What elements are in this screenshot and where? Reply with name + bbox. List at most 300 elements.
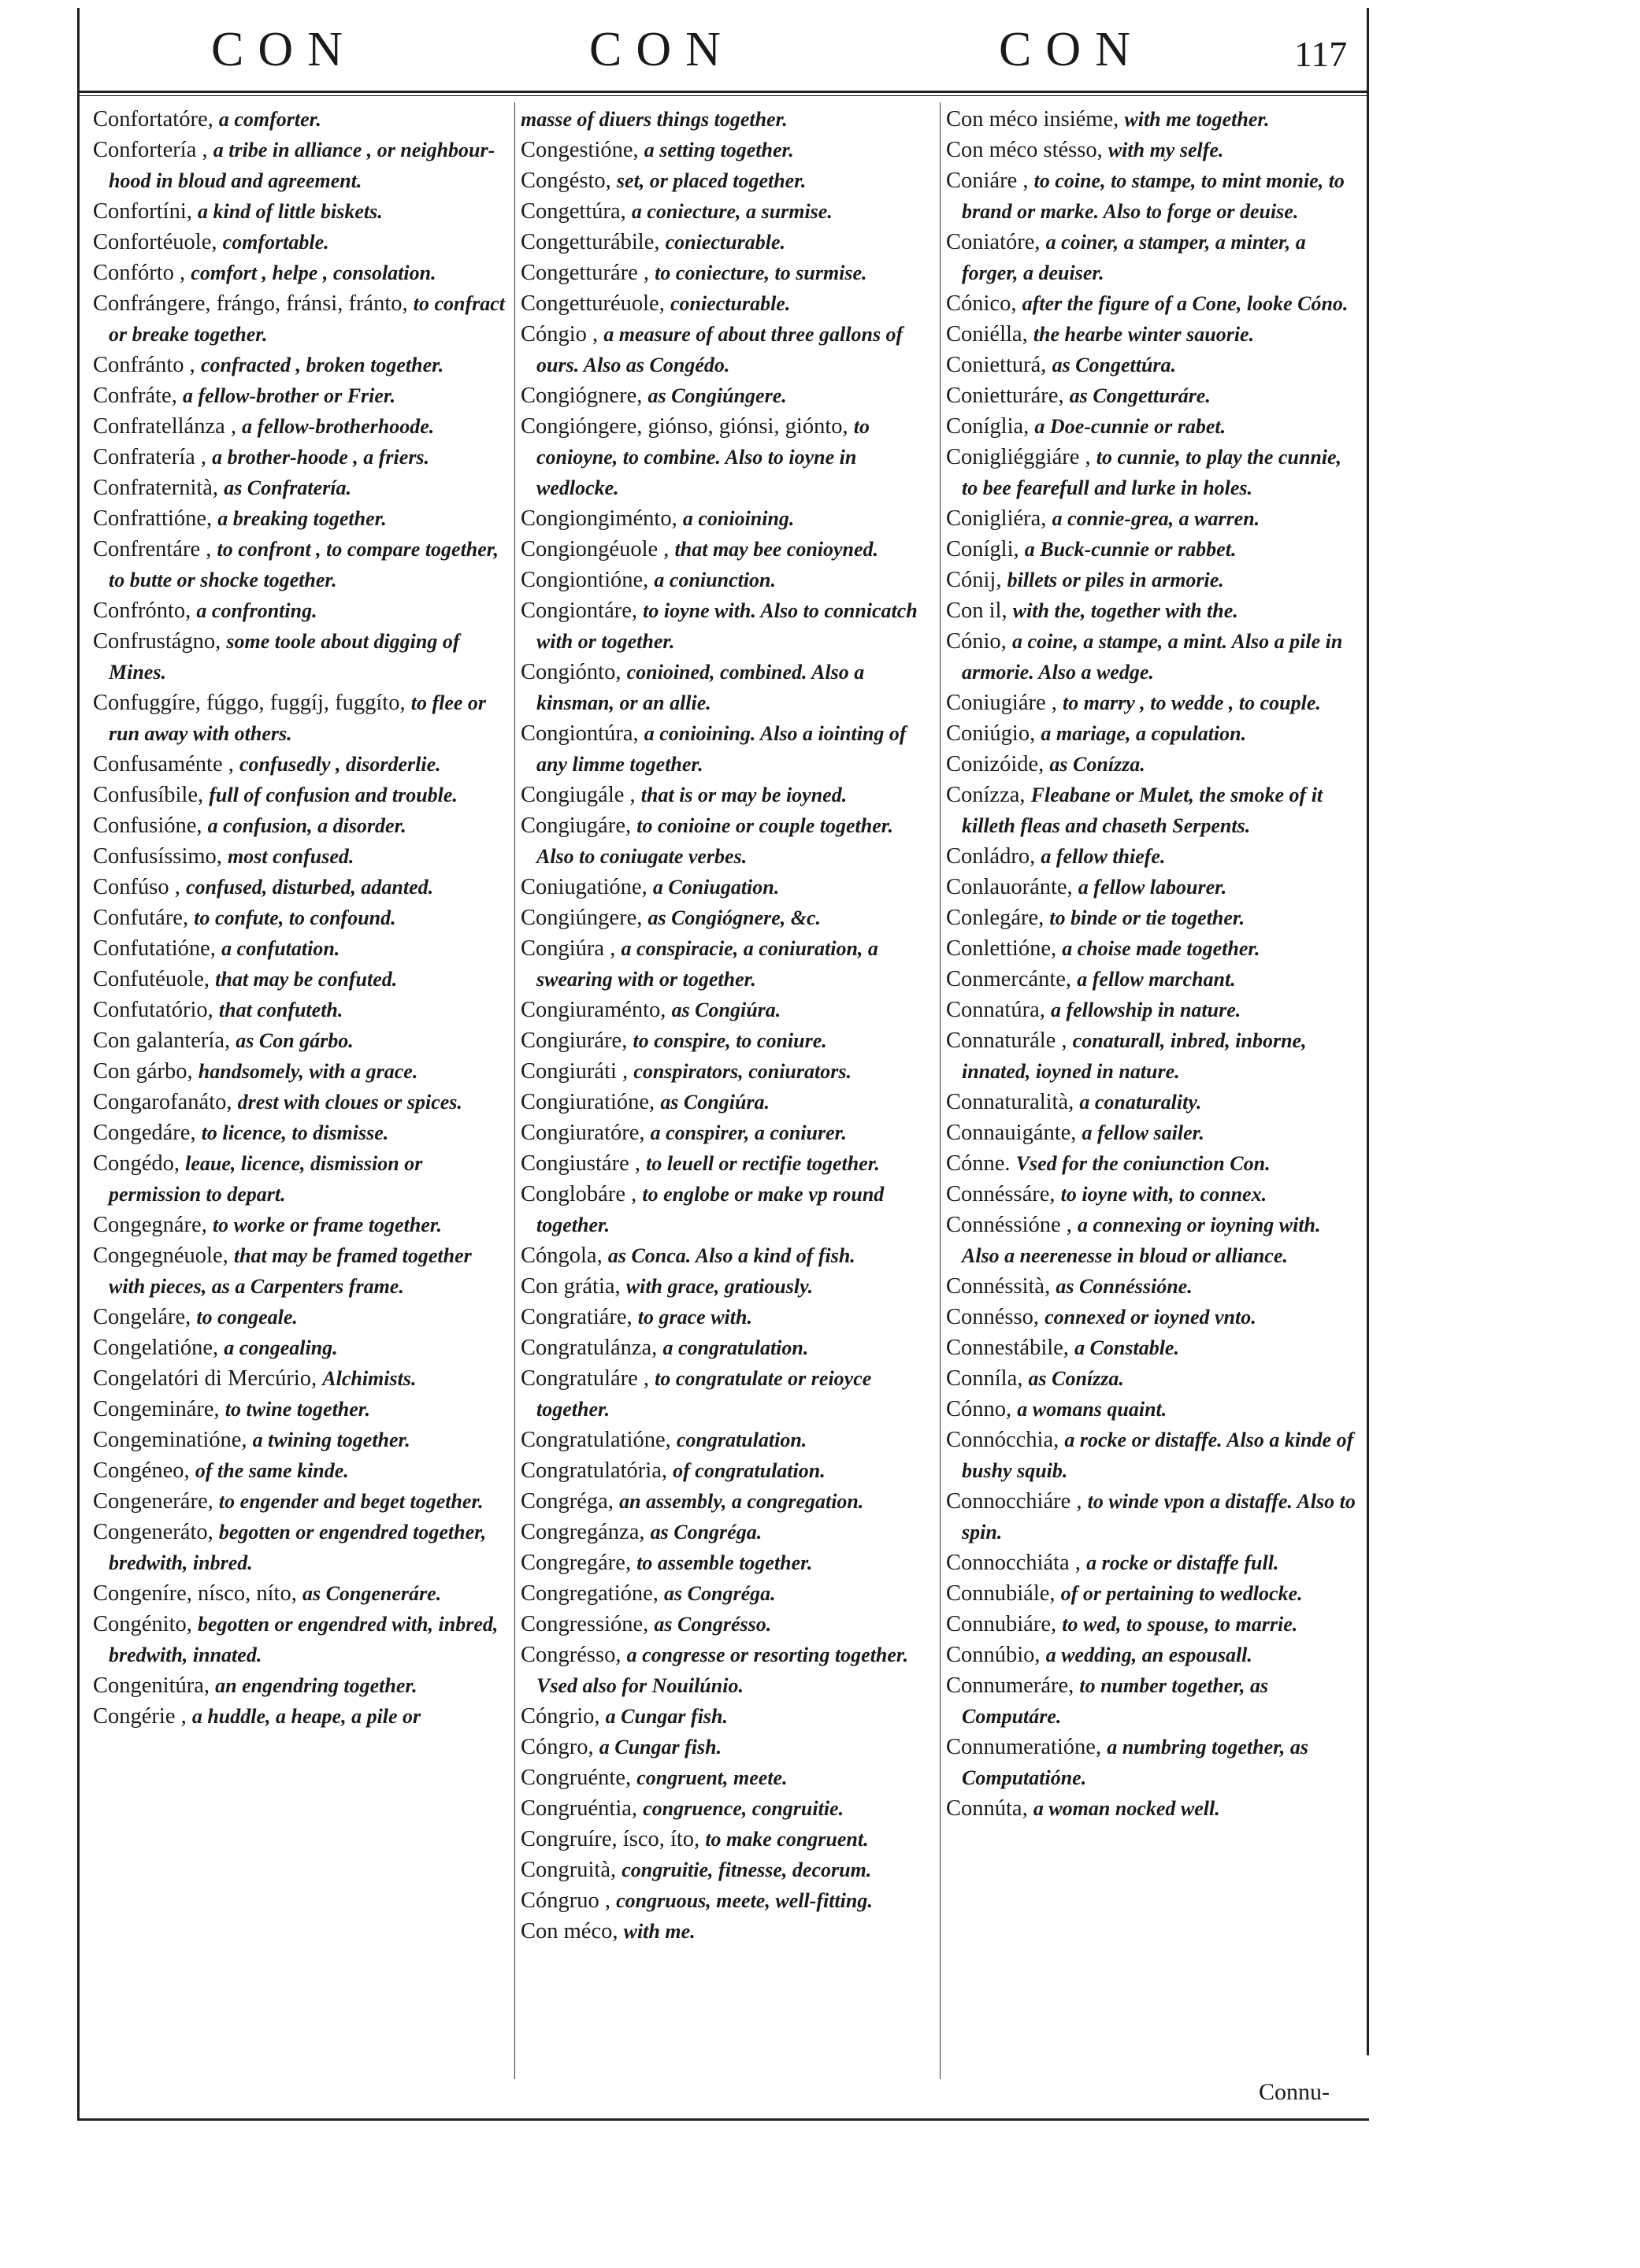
dictionary-entry — [521, 1885, 934, 1916]
header-rule — [77, 91, 1369, 93]
dictionary-entry — [521, 1025, 934, 1056]
entry-gloss: a Cungar fish. — [605, 1705, 729, 1728]
dictionary-entry — [93, 104, 506, 135]
dictionary-entry — [946, 288, 1360, 319]
entry-gloss: congruence, congruitie. — [643, 1797, 844, 1820]
entry-gloss: a Buck-cunnie or rabbet. — [1024, 538, 1237, 561]
entry-gloss: comfort , helpe , consolation. — [191, 261, 436, 284]
dictionary-entry — [946, 933, 1360, 964]
entry-gloss: to flee or run away with others. — [109, 691, 487, 745]
dictionary-entry — [93, 1425, 506, 1455]
entry-gloss: with my selfe. — [1108, 139, 1224, 161]
entry-gloss: connexed or ioyned vnto. — [1044, 1306, 1256, 1329]
frame-left-rule — [77, 8, 80, 2118]
dictionary-entry — [521, 1640, 934, 1701]
entry-headword: Congemináre, — [93, 1397, 220, 1421]
dictionary-entry — [521, 1701, 934, 1732]
entry-headword: Confortatóre, — [93, 107, 213, 132]
entry-gloss: a fellow-brother or Frier. — [182, 384, 396, 407]
entry-headword: Congratulatióne, — [521, 1428, 671, 1452]
entry-headword: Conlauoránte, — [946, 875, 1073, 899]
entry-headword: Connaturále , — [946, 1028, 1067, 1053]
entry-headword: Conlegáre, — [946, 906, 1044, 930]
dictionary-entry — [946, 319, 1360, 350]
dictionary-entry — [521, 1547, 934, 1578]
entry-headword: Congruénte, — [521, 1766, 632, 1790]
entry-headword: Confusíssimo, — [93, 844, 222, 869]
entry-headword: Confrentáre , — [93, 537, 212, 561]
entry-gloss: with me together. — [1124, 108, 1270, 131]
dictionary-entry — [93, 288, 506, 350]
entry-headword: Connócchia, — [946, 1428, 1059, 1452]
dictionary-entry — [93, 534, 506, 595]
entry-headword: Congeláre, — [93, 1305, 191, 1329]
dictionary-entry — [521, 1916, 934, 1947]
dictionary-entry — [946, 1087, 1360, 1117]
dictionary-entry — [93, 902, 506, 933]
entry-headword: Congratiáre, — [521, 1305, 633, 1329]
entry-headword: Con grátia, — [521, 1274, 621, 1299]
dictionary-entry — [946, 534, 1360, 565]
entry-gloss: a twining together. — [252, 1429, 410, 1451]
entry-gloss: begotten or engendred together, bredwith, inbred. — [109, 1521, 487, 1574]
entry-headword: Congratulánza, — [521, 1336, 658, 1360]
entry-gloss: Vsed for the coniunction Con. — [1015, 1152, 1271, 1175]
entry-headword: Cónne. — [946, 1151, 1011, 1176]
entry-headword: Conigliéggiáre , — [946, 445, 1091, 469]
entry-gloss: to coine, to stampe, to mint monie, to brand or marke. Also to forge or deuise. — [962, 169, 1345, 223]
entry-headword: Congiustáre , — [521, 1151, 640, 1176]
entry-gloss: to worke or frame together. — [212, 1214, 443, 1236]
entry-headword: Congeminatióne, — [93, 1428, 247, 1452]
entry-gloss: a fellow thiefe. — [1041, 845, 1166, 868]
entry-gloss: a congratulation. — [662, 1336, 809, 1359]
entry-headword: Congelatóri di Mercúrio, — [93, 1366, 317, 1391]
entry-headword: Connumeráre, — [946, 1673, 1074, 1698]
entry-headword: Cóngro, — [521, 1735, 594, 1759]
dictionary-entry — [93, 1210, 506, 1240]
dictionary-entry — [93, 258, 506, 288]
entry-gloss: as Connéssióne. — [1056, 1275, 1193, 1298]
entry-headword: Confusaménte , — [93, 752, 234, 776]
entry-headword: Congréga, — [521, 1489, 614, 1514]
entry-gloss: to marry , to wedde , to couple. — [1063, 691, 1321, 714]
entry-gloss: to confront , to compare together, to butte or shocke together. — [109, 538, 499, 591]
entry-gloss: a connie-grea, a warren. — [1052, 507, 1260, 530]
entry-headword: Congiúra , — [521, 936, 616, 961]
dictionary-entry — [521, 1455, 934, 1486]
entry-gloss: to cunnie, to play the cunnie, to bee fearefull and lurke in holes. — [962, 446, 1342, 499]
entry-gloss: Alchimists. — [322, 1367, 417, 1390]
entry-headword: Conígli, — [946, 537, 1019, 561]
dictionary-entry — [521, 1363, 934, 1425]
entry-headword: Congióngere, giónso, giónsi, giónto, — [521, 414, 848, 439]
entry-headword: Connéssióne , — [946, 1213, 1072, 1237]
entry-headword: Confráte, — [93, 384, 177, 408]
page-number: 117 — [1294, 34, 1348, 74]
entry-headword: Congetturáre , — [521, 261, 650, 285]
dictionary-entry — [93, 1701, 506, 1732]
entry-gloss: to make congruent. — [705, 1828, 869, 1851]
entry-headword: Congiuráre, — [521, 1028, 628, 1053]
dictionary-entry — [521, 565, 934, 595]
dictionary-entry — [521, 1087, 934, 1117]
entry-gloss: as Conízza. — [1049, 753, 1145, 776]
dictionary-entry — [521, 1179, 934, 1240]
entry-headword: Confutéuole, — [93, 967, 210, 991]
entry-gloss: to conspire, to coniure. — [633, 1029, 827, 1052]
entry-headword: Congiontúra, — [521, 721, 639, 746]
entry-gloss: drest with cloues or spices. — [237, 1091, 462, 1114]
entry-gloss: a woman nocked well. — [1033, 1797, 1220, 1820]
dictionary-entry — [93, 1302, 506, 1332]
entry-headword: Confuggíre, fúggo, fuggíj, fuggíto, — [93, 691, 406, 715]
entry-gloss: a fellow-brotherhoode. — [242, 415, 435, 438]
dictionary-entry — [521, 1332, 934, 1363]
entry-headword: Cóngruo , — [521, 1888, 610, 1913]
entry-headword: Connaturalità, — [946, 1090, 1074, 1114]
entry-gloss: a measure of about three gallons of ours. Also as Congédo. — [536, 323, 903, 376]
entry-gloss: a womans quaint. — [1017, 1398, 1167, 1421]
entry-gloss: a wedding, an espousall. — [1045, 1644, 1252, 1666]
entry-gloss: conspirators, coniurators. — [633, 1060, 852, 1083]
dictionary-entry — [946, 1117, 1360, 1148]
dictionary-entry — [521, 595, 934, 657]
entry-gloss: a confusion, a disorder. — [207, 814, 406, 837]
dictionary-entry — [521, 1793, 934, 1824]
entry-gloss: to conioyne, to combine. Also to ioyne in wedlocke. — [536, 415, 870, 499]
entry-headword: Coniatóre, — [946, 230, 1041, 254]
dictionary-entry — [946, 1486, 1360, 1547]
entry-gloss: a fellow marchant. — [1077, 968, 1236, 991]
entry-gloss: of or pertaining to wedlocke. — [1060, 1582, 1303, 1605]
dictionary-entry — [946, 718, 1360, 749]
dictionary-entry — [521, 411, 934, 503]
dictionary-entry — [521, 227, 934, 258]
entry-headword: Conníla, — [946, 1366, 1023, 1391]
entry-gloss: a confutation. — [221, 937, 340, 960]
entry-headword: Con méco stésso, — [946, 138, 1103, 162]
entry-gloss: congruent, meete. — [636, 1766, 788, 1789]
entry-gloss: to twine together. — [224, 1398, 370, 1421]
entry-headword: Coniugiáre , — [946, 691, 1057, 715]
entry-gloss: a breaking together. — [217, 507, 387, 530]
entry-gloss: a fellow sailer. — [1082, 1121, 1204, 1144]
entry-headword: Congarofanáto, — [93, 1090, 232, 1114]
entry-headword: Congregánza, — [521, 1520, 645, 1544]
dictionary-entry — [946, 104, 1360, 135]
entry-gloss: most confused. — [228, 845, 354, 868]
entry-gloss: with me. — [623, 1920, 696, 1943]
entry-gloss: congratulation. — [676, 1429, 807, 1451]
dictionary-entry — [93, 595, 506, 626]
entry-gloss: coniecturable. — [670, 292, 791, 315]
header-rule-thin — [77, 95, 1369, 96]
dictionary-entry — [521, 718, 934, 780]
entry-gloss: a tribe in alliance , or neighbour-hood in bloud and agreement. — [109, 139, 495, 192]
entry-headword: Connestábile, — [946, 1336, 1069, 1360]
dictionary-entry — [93, 135, 506, 196]
column-divider-1 — [514, 102, 515, 2079]
entry-gloss: conioined, combined. Also a kinsman, or an allie. — [536, 661, 865, 714]
dictionary-entry — [521, 1732, 934, 1762]
entry-headword: Connatúra, — [946, 998, 1045, 1022]
entry-headword: Congiúngere, — [521, 906, 643, 930]
entry-headword: Congédo, — [93, 1151, 180, 1176]
dictionary-entry — [946, 1732, 1360, 1793]
dictionary-entry — [521, 534, 934, 565]
entry-headword: Confratellánza , — [93, 414, 236, 439]
entry-headword: Congiongéuole , — [521, 537, 670, 561]
entry-gloss: as Congeneráre. — [302, 1582, 442, 1605]
entry-gloss: a brother-hoode , a friers. — [212, 446, 430, 469]
entry-headword: Congegnéuole, — [93, 1243, 228, 1268]
dictionary-entry — [946, 964, 1360, 995]
entry-headword: Congiuraménto, — [521, 998, 666, 1022]
entry-headword: Conigliéra, — [946, 506, 1047, 531]
entry-headword: Congratuláre , — [521, 1366, 650, 1391]
entry-gloss: to coniecture, to surmise. — [655, 261, 867, 284]
dictionary-entry — [946, 626, 1360, 687]
dictionary-entry — [946, 1332, 1360, 1363]
dictionary-entry — [93, 472, 506, 503]
dictionary-entry — [946, 411, 1360, 442]
entry-gloss: a comforter. — [218, 108, 321, 131]
dictionary-entry — [946, 1025, 1360, 1087]
dictionary-entry — [93, 1363, 506, 1394]
dictionary-entry — [946, 1425, 1360, 1486]
dictionary-entry — [93, 227, 506, 258]
dictionary-entry — [521, 380, 934, 411]
entry-gloss: to confute, to confound. — [194, 906, 396, 929]
dictionary-entry — [93, 1517, 506, 1578]
entry-headword: Confrónto, — [93, 598, 191, 623]
entry-gloss: that is or may be ioyned. — [640, 784, 848, 806]
dictionary-entry — [946, 1148, 1360, 1179]
dictionary-entry — [946, 1179, 1360, 1210]
entry-headword: Cóngola, — [521, 1243, 603, 1268]
entry-gloss: confracted , broken together. — [200, 354, 444, 376]
entry-headword: Conietturá, — [946, 353, 1047, 377]
entry-gloss: a Constable. — [1074, 1336, 1179, 1359]
entry-headword: Congérie , — [93, 1704, 187, 1729]
entry-gloss: the hearbe winter sauorie. — [1033, 323, 1255, 346]
entry-headword: Congelatióne, — [93, 1336, 219, 1360]
entry-gloss: to licence, to dismisse. — [201, 1121, 389, 1144]
entry-headword: Confortéuole, — [93, 230, 217, 254]
dictionary-entry — [521, 258, 934, 288]
entry-gloss: to ioyne with, to connex. — [1060, 1183, 1267, 1206]
dictionary-entry — [93, 1609, 506, 1670]
dictionary-entry — [521, 1117, 934, 1148]
dictionary-entry — [946, 687, 1360, 718]
dictionary-entry — [521, 657, 934, 718]
entry-gloss: confused, disturbed, adanted. — [185, 876, 434, 899]
entry-headword: Confutatióne, — [93, 936, 216, 961]
entry-headword: Confratería , — [93, 445, 207, 469]
entry-headword: Congressióne, — [521, 1612, 649, 1636]
entry-gloss: that may bee conioyned. — [674, 538, 879, 561]
dictionary-entry — [93, 1148, 506, 1210]
entry-gloss: a Cungar fish. — [599, 1736, 722, 1758]
entry-headword: Congruéntia, — [521, 1796, 638, 1821]
dictionary-entry — [946, 1271, 1360, 1302]
entry-headword: Con méco, — [521, 1919, 618, 1944]
dictionary-entry — [521, 1609, 934, 1640]
entry-headword: Connocchiáta , — [946, 1551, 1081, 1575]
entry-headword: Con gárbo, — [93, 1059, 193, 1084]
entry-gloss: to grace with. — [637, 1306, 752, 1329]
dictionary-entry — [521, 319, 934, 380]
dictionary-entry — [521, 872, 934, 902]
entry-headword: Congésto, — [521, 169, 611, 193]
dictionary-entry — [521, 135, 934, 165]
entry-headword: Congiugále , — [521, 783, 636, 807]
dictionary-entry — [521, 933, 934, 995]
entry-headword: Congrésso, — [521, 1643, 621, 1667]
dictionary-entry — [93, 749, 506, 780]
entry-gloss: confusedly , disorderlie. — [239, 753, 441, 776]
dictionary-entry — [946, 442, 1360, 503]
entry-gloss: a conioining. Also a iointing of any limme together. — [536, 722, 907, 776]
entry-gloss: a rocke or distaffe full. — [1086, 1551, 1279, 1574]
entry-gloss: to congeale. — [196, 1306, 298, 1329]
dictionary-entry — [946, 1793, 1360, 1824]
entry-headword: Connéssáre, — [946, 1182, 1056, 1206]
dictionary-entry — [521, 780, 934, 810]
entry-gloss: as Conca. Also a kind of fish. — [607, 1244, 855, 1267]
entry-gloss: a huddle, a heape, a pile or — [191, 1705, 421, 1728]
entry-headword: Congetturéuole, — [521, 291, 665, 316]
entry-gloss: a fellowship in nature. — [1050, 999, 1241, 1021]
entry-headword: Conglobáre , — [521, 1182, 637, 1206]
entry-headword: Con il, — [946, 598, 1007, 623]
dictionary-entry — [93, 1117, 506, 1148]
frame-right-rule — [1367, 8, 1369, 2055]
entry-headword: Conízza, — [946, 783, 1026, 807]
dictionary-entry — [946, 595, 1360, 626]
entry-headword: Confortería , — [93, 138, 208, 162]
entry-headword: Congetturábile, — [521, 230, 660, 254]
entry-gloss: an engendring together. — [215, 1674, 417, 1697]
entry-headword: Congiugáre, — [521, 813, 632, 838]
dictionary-entry — [521, 1762, 934, 1793]
entry-headword: Confraternità, — [93, 476, 219, 500]
dictionary-entry — [93, 380, 506, 411]
entry-headword: Confortíni, — [93, 199, 192, 224]
entry-gloss: a conspirer, a coniurer. — [650, 1121, 847, 1144]
dictionary-entry — [93, 1394, 506, 1425]
column-1 — [93, 104, 506, 1732]
dictionary-entry — [946, 227, 1360, 288]
dictionary-entry — [521, 1056, 934, 1087]
dictionary-entry — [93, 196, 506, 227]
dictionary-entry — [946, 780, 1360, 841]
entry-gloss: full of confusion and trouble. — [209, 784, 458, 806]
dictionary-entry — [93, 964, 506, 995]
entry-headword: Confrustágno, — [93, 629, 221, 654]
dictionary-entry — [946, 565, 1360, 595]
entry-headword: Congegnáre, — [93, 1213, 207, 1237]
entry-headword: Cóngrio, — [521, 1704, 600, 1729]
dictionary-page — [77, 8, 1369, 2118]
dictionary-entry — [521, 1425, 934, 1455]
entry-headword: Confusíbile, — [93, 783, 204, 807]
dictionary-entry — [946, 165, 1360, 227]
entry-gloss: a confronting. — [196, 599, 317, 622]
dictionary-entry — [521, 104, 934, 135]
entry-gloss: a numbring together, as Computatióne. — [962, 1736, 1308, 1789]
entry-gloss: that may be framed together with pieces, as a Carpenters frame. — [109, 1244, 472, 1298]
entry-gloss: leaue, licence, dismission or permission to depart. — [109, 1152, 423, 1206]
entry-headword: Conmercánte, — [946, 967, 1072, 991]
entry-headword: Cónio, — [946, 629, 1007, 654]
entry-headword: Coniugatióne, — [521, 875, 647, 899]
entry-headword: Congiontióne, — [521, 568, 649, 592]
entry-headword: Conlettióne, — [946, 936, 1057, 961]
column-2 — [521, 104, 934, 1947]
dictionary-entry — [521, 1578, 934, 1609]
entry-gloss: coniecturable. — [665, 231, 785, 254]
dictionary-entry — [521, 995, 934, 1025]
entry-headword: Confusióne, — [93, 813, 202, 838]
entry-gloss: a choise made together. — [1062, 937, 1260, 960]
dictionary-entry — [946, 1578, 1360, 1609]
dictionary-entry — [93, 780, 506, 810]
dictionary-entry — [521, 165, 934, 196]
entry-gloss: to confract or breake together. — [109, 292, 506, 346]
entry-headword: Congiógnere, — [521, 384, 643, 408]
dictionary-entry — [93, 1332, 506, 1363]
dictionary-entry — [946, 1609, 1360, 1640]
dictionary-entry — [521, 902, 934, 933]
entry-headword: Coniáre , — [946, 169, 1029, 193]
catchword: Connu- — [1259, 2079, 1330, 2105]
dictionary-entry — [93, 442, 506, 472]
entry-gloss: a coniecture, a surmise. — [631, 200, 833, 223]
entry-headword: Congedáre, — [93, 1121, 196, 1145]
entry-gloss: a fellow labourer. — [1078, 876, 1227, 899]
dictionary-entry — [93, 1670, 506, 1701]
entry-headword: Confutatório, — [93, 998, 213, 1022]
entry-headword: Confórto , — [93, 261, 186, 285]
entry-headword: Congregatióne, — [521, 1581, 659, 1606]
entry-gloss: Fleabane or Mulet, the smoke of it killeth fleas and chaseth Serpents. — [962, 784, 1323, 837]
entry-gloss: to conioine or couple together. Also to coniugate verbes. — [536, 814, 893, 868]
dictionary-entry — [946, 1394, 1360, 1425]
entry-headword: Connubiále, — [946, 1581, 1056, 1606]
entry-headword: Confrattióne, — [93, 506, 213, 531]
dictionary-entry — [93, 933, 506, 964]
entry-headword: Confúso , — [93, 875, 180, 899]
column-3 — [946, 104, 1360, 1824]
entry-headword: Connubiáre, — [946, 1612, 1057, 1636]
entry-gloss: congruous, meete, well-fitting. — [616, 1889, 873, 1912]
dictionary-entry — [521, 1271, 934, 1302]
entry-gloss: as Con gárbo. — [236, 1029, 354, 1052]
entry-gloss: that may be confuted. — [215, 968, 398, 991]
entry-headword: Confránto , — [93, 353, 195, 377]
dictionary-entry — [93, 1455, 506, 1486]
dictionary-entry — [521, 1302, 934, 1332]
entry-headword: Congiuratóre, — [521, 1121, 645, 1145]
entry-headword: Cóngio , — [521, 322, 599, 346]
running-head-right: CON — [999, 23, 1145, 76]
dictionary-entry — [946, 872, 1360, 902]
entry-gloss: a conioining. — [682, 507, 795, 530]
entry-headword: Coníglia, — [946, 414, 1030, 439]
dictionary-entry — [521, 1148, 934, 1179]
